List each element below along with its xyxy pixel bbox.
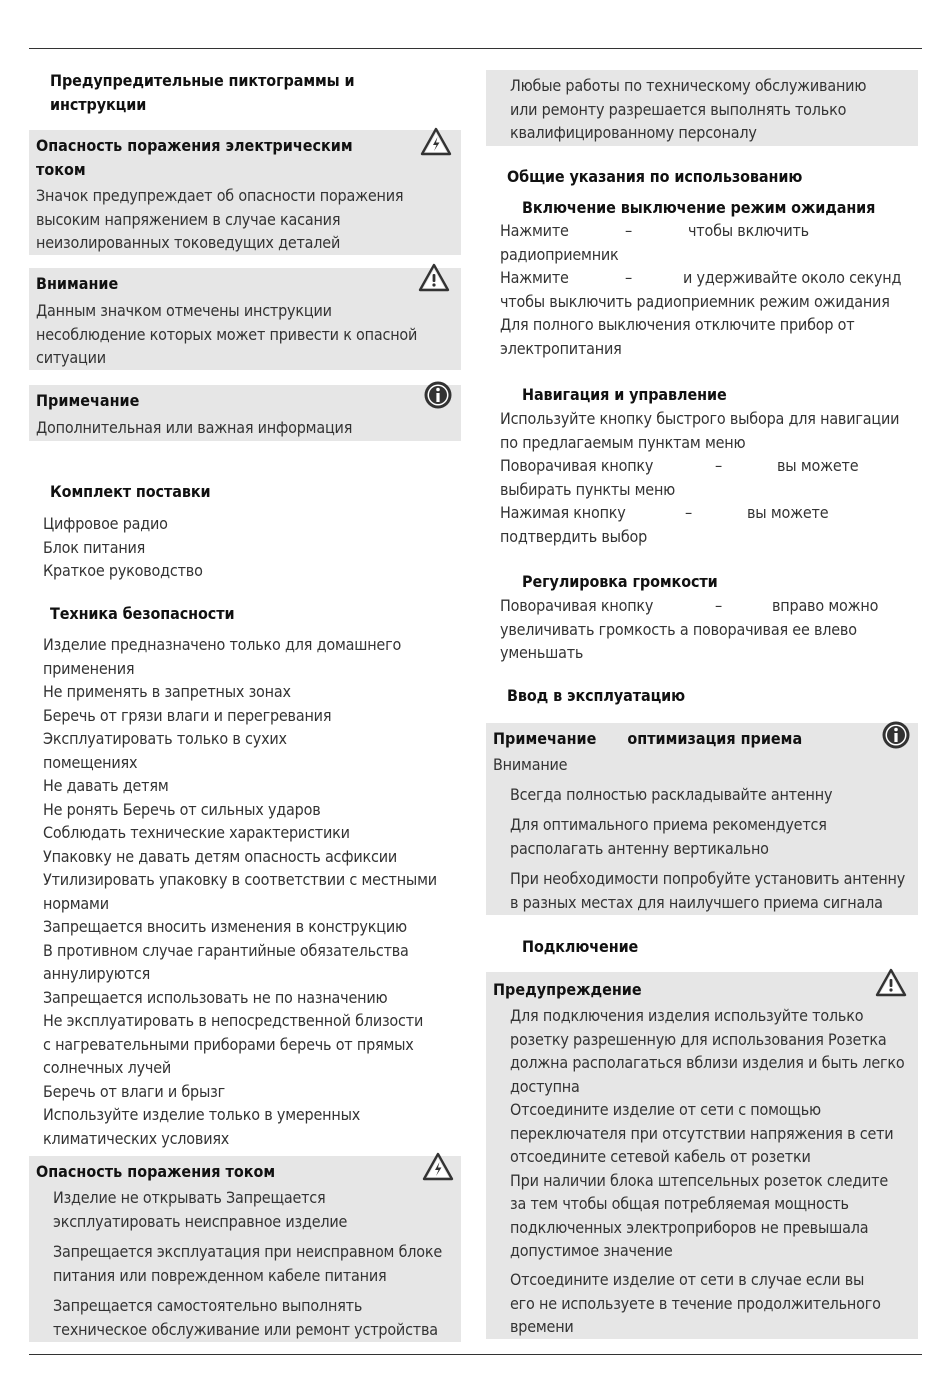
attention-box — [29, 268, 461, 370]
warning-triangle-icon — [418, 262, 450, 294]
reception-title: Примечание оптимизация приема — [493, 729, 803, 748]
reception-note-box — [486, 723, 918, 915]
navigation-text: Используйте кнопку быстрого выбора для навигации по предлагаемым пунктам меню Поворачивая кнопку – вы можете выбирать пункты меню Нажимая кнопку – вы можете подтвердить выбор — [500, 409, 900, 546]
electric-shock-text: Значок предупреждает об опасности поражения высоким напряжением в случае касания неизолированных токоведущих деталей — [36, 186, 404, 252]
shock-para-1: Изделие не открывать Запрещается эксплуатировать неисправное изделие — [53, 1188, 348, 1231]
maintenance-box — [486, 70, 918, 146]
note-box — [29, 385, 461, 441]
connection-warning-title: Предупреждение — [493, 980, 642, 999]
top-rule — [29, 48, 922, 49]
connection-warning-box — [486, 972, 918, 1339]
connection-heading: Подключение — [522, 937, 639, 956]
safety-list: Изделие предназначено только для домашнего применения Не применять в запретных зонах Беречь от грязи влаги и перегревания Эксплуатировать только в сухих помещениях Не давать детям Не ронять Беречь от сильных ударов Соблюдать технические характеристики Упаковку не давать детям опасность асфиксии Утилизировать упаковку в соответствии с местными нормами Запрещается вносить изменения в конструкцию В противном случае гарантийные обязательства аннулируются Запрещается использовать не по назначению Не эксплуатировать в непосредственной близости с нагревательными приборами беречь от прямых солнечных лучей Беречь от влаги и брызг Используйте изделие только в умеренных климатических условиях — [43, 635, 437, 1148]
connection-warning-para-2: Отсоедините изделие от сети в случае если вы его не используете в течение продолжительного времени — [510, 1270, 881, 1336]
package-heading: Комплект поставки — [50, 482, 211, 501]
startup-heading: Ввод в эксплуатацию — [507, 686, 686, 705]
list-item: Цифровое радио — [43, 514, 168, 533]
shock-box — [29, 1156, 461, 1342]
electric-shock-box — [29, 130, 461, 255]
usage-heading: Общие указания по использованию — [507, 167, 803, 186]
shock-para-2: Запрещается эксплуатация при неисправном блоке питания или поврежденном кабеле питания — [53, 1242, 443, 1285]
info-circle-icon — [880, 719, 912, 751]
reception-subtitle: Внимание — [493, 755, 568, 774]
volume-heading: Регулировка громкости — [522, 572, 718, 591]
reception-para-3: При необходимости попробуйте установить антенну в разных местах для наилучшего приема сигнала — [510, 869, 906, 912]
connection-warning-para-1: Для подключения изделия используйте только розетку разрешенную для использования Розетка должна располагаться вблизи изделия и быть легко доступна Отсоедините изделие от сети с помощью переключателя при отсутствии напряжения в сети отсоедините сетевой кабель от розетки При наличии блока штепсельных розеток следите за тем чтобы общая потребляемая мощность подключенных электроприборов не превышала допустимое значение — [510, 1006, 905, 1260]
warning-pictograms-heading: Предупредительные пиктограммы и инструкции — [50, 71, 355, 114]
reception-para-2: Для оптимального приема рекомендуется располагать антенну вертикально — [510, 815, 827, 858]
reception-para-1: Всегда полностью раскладывайте антенну — [510, 785, 833, 804]
electric-shock-title: Опасность поражения электрическим током — [36, 136, 353, 179]
note-title: Примечание — [36, 391, 140, 410]
high-voltage-warning-icon — [422, 1151, 454, 1183]
list-item: Блок питания — [43, 537, 146, 557]
bottom-rule — [29, 1354, 922, 1355]
list-item: Краткое руководство — [43, 561, 203, 580]
maintenance-text: Любые работы по техническому обслуживанию или ремонту разрешается выполнять только квалифицированному персоналу — [510, 76, 867, 142]
info-circle-icon — [422, 379, 454, 411]
note-text: Дополнительная или важная информация — [36, 418, 353, 437]
power-heading: Включение выключение режим ожидания — [522, 198, 876, 217]
power-text: Нажмите – чтобы включить радиоприемник Нажмите – и удерживайте около секунд чтобы выключить радиоприемник режим ожидания Для полного выключения отключите прибор от электропитания — [500, 221, 902, 358]
warning-triangle-icon — [875, 967, 907, 999]
safety-heading: Техника безопасности — [50, 604, 235, 623]
volume-text: Поворачивая кнопку – вправо можно увеличивать громкость а поворачивая ее влево уменьшать — [500, 596, 879, 662]
navigation-heading: Навигация и управление — [522, 385, 727, 404]
high-voltage-warning-icon — [420, 126, 452, 158]
shock-para-3: Запрещается самостоятельно выполнять техническое обслуживание или ремонт устройства — [53, 1296, 438, 1339]
attention-title: Внимание — [36, 274, 119, 293]
package-list — [43, 512, 203, 583]
attention-text: Данным значком отмечены инструкции несоблюдение которых может привести к опасной ситуации — [36, 301, 418, 367]
shock-title: Опасность поражения током — [36, 1162, 276, 1181]
